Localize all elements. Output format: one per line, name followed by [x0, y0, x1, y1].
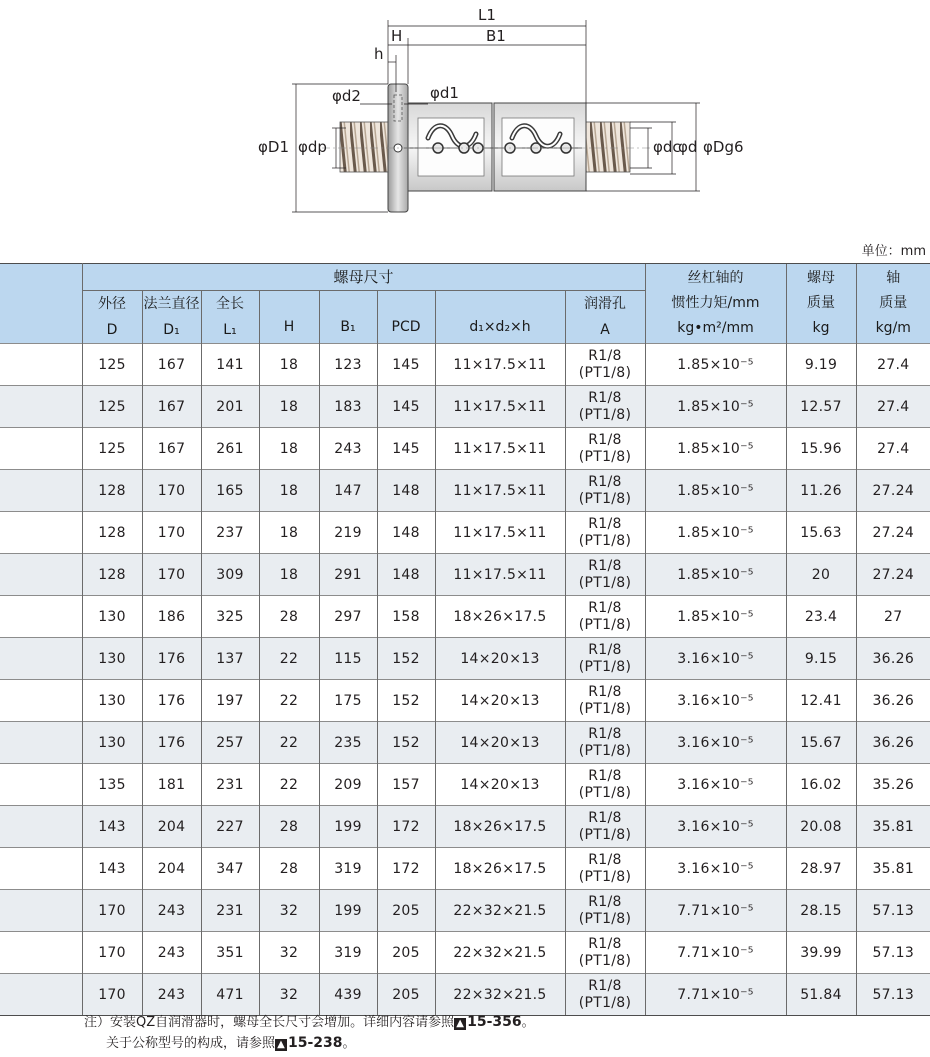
cell-lube-hole: R1/8 (PT1/8): [565, 764, 645, 806]
cell-shaft-mass: 57.13: [856, 890, 930, 932]
cell-d1: 204: [142, 806, 201, 848]
cell-l1: 231: [201, 890, 259, 932]
cell-b1: 183: [319, 386, 377, 428]
cell-pcd: 158: [377, 596, 435, 638]
cell-inertia: 3.16×10⁻⁵: [645, 722, 786, 764]
cell-b1: 243: [319, 428, 377, 470]
header-A-top: 润滑孔: [565, 291, 645, 318]
dim-h: h: [374, 45, 384, 63]
note-line-2: 关于公称型号的构成，请参照 ▲ 15-238。: [106, 1035, 356, 1051]
cell-b1: 319: [319, 848, 377, 890]
cell-lube-hole: R1/8 (PT1/8): [565, 722, 645, 764]
dim-H: H: [391, 27, 403, 45]
cell-shaft-mass: 35.81: [856, 806, 930, 848]
header-D-top: 外径: [82, 291, 142, 318]
cell-nut-mass: 20.08: [786, 806, 856, 848]
cell-lube-hole: R1/8 (PT1/8): [565, 806, 645, 848]
cell-d1: 176: [142, 638, 201, 680]
row-side-cell: [0, 764, 82, 806]
cell-l1: 237: [201, 512, 259, 554]
cell-b1: 147: [319, 470, 377, 512]
header-L1: L₁: [201, 317, 259, 344]
cell-d: 130: [82, 596, 142, 638]
cell-l1: 261: [201, 428, 259, 470]
cell-l1: 197: [201, 680, 259, 722]
cell-inertia: 1.85×10⁻⁵: [645, 554, 786, 596]
cell-dims: 11×17.5×11: [435, 428, 565, 470]
cell-l1: 141: [201, 344, 259, 386]
table-row: [0, 596, 930, 638]
cell-pcd: 148: [377, 554, 435, 596]
cell-lube-hole: R1/8 (PT1/8): [565, 848, 645, 890]
cell-nut-mass: 12.57: [786, 386, 856, 428]
cell-lube-hole: R1/8 (PT1/8): [565, 554, 645, 596]
cell-nut-mass: 9.19: [786, 344, 856, 386]
cell-d: 128: [82, 470, 142, 512]
dim-dc: φdc: [653, 138, 681, 156]
cell-nut-mass: 51.84: [786, 974, 856, 1016]
cell-d1: 204: [142, 848, 201, 890]
cell-l1: 471: [201, 974, 259, 1016]
cell-inertia: 1.85×10⁻⁵: [645, 512, 786, 554]
cell-pcd: 205: [377, 932, 435, 974]
cell-lube-hole: R1/8 (PT1/8): [565, 512, 645, 554]
cell-nut-mass: 23.4: [786, 596, 856, 638]
cell-h: 32: [259, 974, 319, 1016]
unit-label: 单位：mm: [861, 244, 926, 259]
group-header-nut-dimensions: 螺母尺寸: [82, 264, 645, 291]
cell-nut-mass: 28.97: [786, 848, 856, 890]
cell-lube-hole: R1/8 (PT1/8): [565, 596, 645, 638]
cell-shaft-mass: 57.13: [856, 932, 930, 974]
dim-D1: φD1: [258, 138, 289, 156]
table-row: [0, 344, 930, 386]
cell-inertia: 7.71×10⁻⁵: [645, 974, 786, 1016]
table-row: [0, 722, 930, 764]
cell-lube-hole: R1/8 (PT1/8): [565, 974, 645, 1016]
table-row: [0, 638, 930, 680]
cell-nut-mass: 12.41: [786, 680, 856, 722]
cell-d1: 167: [142, 428, 201, 470]
dim-B1: B1: [486, 27, 506, 45]
cell-d: 128: [82, 512, 142, 554]
cell-pcd: 172: [377, 806, 435, 848]
cell-b1: 209: [319, 764, 377, 806]
cell-d: 130: [82, 638, 142, 680]
cell-shaft-mass: 36.26: [856, 722, 930, 764]
cell-dims: 18×26×17.5: [435, 848, 565, 890]
cell-dims: 22×32×21.5: [435, 932, 565, 974]
cell-nut-mass: 28.15: [786, 890, 856, 932]
cell-b1: 291: [319, 554, 377, 596]
cell-shaft-mass: 27.24: [856, 554, 930, 596]
side-header: [0, 264, 82, 344]
cell-h: 22: [259, 722, 319, 764]
row-side-cell: [0, 554, 82, 596]
cell-dims: 14×20×13: [435, 764, 565, 806]
cell-l1: 309: [201, 554, 259, 596]
cell-d1: 167: [142, 386, 201, 428]
cell-dims: 18×26×17.5: [435, 806, 565, 848]
cell-d1: 176: [142, 722, 201, 764]
row-side-cell: [0, 512, 82, 554]
row-side-cell: [0, 890, 82, 932]
cell-shaft-mass: 27.24: [856, 512, 930, 554]
cell-d: 143: [82, 806, 142, 848]
header-PCD: PCD: [377, 291, 435, 344]
header-inertia: 丝杠轴的 惯性力矩/mm kg•m²/mm: [645, 264, 786, 344]
cell-pcd: 148: [377, 470, 435, 512]
row-side-cell: [0, 974, 82, 1016]
header-B1: B₁: [319, 291, 377, 344]
header-H: H: [259, 291, 319, 344]
dim-L1: L1: [478, 6, 496, 24]
cell-nut-mass: 11.26: [786, 470, 856, 512]
table-row: [0, 680, 930, 722]
cell-shaft-mass: 35.81: [856, 848, 930, 890]
cell-shaft-mass: 27.4: [856, 344, 930, 386]
cell-lube-hole: R1/8 (PT1/8): [565, 428, 645, 470]
cell-d1: 243: [142, 890, 201, 932]
cell-d: 125: [82, 344, 142, 386]
page-ref-link[interactable]: 15-238: [288, 1035, 343, 1051]
table-row: [0, 890, 930, 932]
cell-dims: 18×26×17.5: [435, 596, 565, 638]
cell-nut-mass: 39.99: [786, 932, 856, 974]
row-side-cell: [0, 596, 82, 638]
cell-d: 143: [82, 848, 142, 890]
dim-dp: φdp: [298, 138, 327, 156]
cell-inertia: 1.85×10⁻⁵: [645, 386, 786, 428]
cell-dims: 11×17.5×11: [435, 512, 565, 554]
cell-h: 32: [259, 932, 319, 974]
cell-nut-mass: 16.02: [786, 764, 856, 806]
cell-dims: 11×17.5×11: [435, 470, 565, 512]
cell-pcd: 152: [377, 638, 435, 680]
cell-b1: 319: [319, 932, 377, 974]
cell-d1: 167: [142, 344, 201, 386]
note-line-1: 注）安装QZ自润滑器时，螺母全长尺寸会增加。详细内容请参照 ▲ 15-356。: [84, 1014, 535, 1030]
cell-h: 32: [259, 890, 319, 932]
cell-inertia: 3.16×10⁻⁵: [645, 764, 786, 806]
cell-shaft-mass: 27.4: [856, 428, 930, 470]
screw-shaft-right: [586, 122, 630, 172]
cell-d1: 176: [142, 680, 201, 722]
cell-h: 22: [259, 638, 319, 680]
cell-d1: 170: [142, 554, 201, 596]
cell-shaft-mass: 35.26: [856, 764, 930, 806]
cell-l1: 347: [201, 848, 259, 890]
cell-d1: 243: [142, 932, 201, 974]
dim-d: φd: [678, 138, 698, 156]
cell-d1: 243: [142, 974, 201, 1016]
cell-dims: 22×32×21.5: [435, 974, 565, 1016]
cell-d: 170: [82, 932, 142, 974]
table-row: [0, 554, 930, 596]
cell-l1: 201: [201, 386, 259, 428]
cell-h: 18: [259, 386, 319, 428]
cell-dims: 14×20×13: [435, 722, 565, 764]
cell-l1: 165: [201, 470, 259, 512]
cell-d: 170: [82, 890, 142, 932]
cell-pcd: 145: [377, 428, 435, 470]
table-row: [0, 428, 930, 470]
cell-b1: 199: [319, 806, 377, 848]
cell-nut-mass: 15.67: [786, 722, 856, 764]
cell-d1: 186: [142, 596, 201, 638]
row-side-cell: [0, 386, 82, 428]
header-D1-top: 法兰直径: [142, 291, 201, 318]
cell-shaft-mass: 36.26: [856, 680, 930, 722]
cell-lube-hole: R1/8 (PT1/8): [565, 386, 645, 428]
header-nut-mass: 螺母 质量 kg: [786, 264, 856, 344]
table-row: [0, 806, 930, 848]
row-side-cell: [0, 470, 82, 512]
cell-nut-mass: 15.96: [786, 428, 856, 470]
cell-inertia: 7.71×10⁻⁵: [645, 890, 786, 932]
table-row: [0, 848, 930, 890]
ball-screw-nut-drawing: [0, 0, 930, 240]
cell-lube-hole: R1/8 (PT1/8): [565, 932, 645, 974]
header-D: D: [82, 317, 142, 344]
table-row: [0, 764, 930, 806]
table-row: [0, 974, 930, 1016]
cell-h: 28: [259, 848, 319, 890]
table-row: [0, 512, 930, 554]
cell-d: 135: [82, 764, 142, 806]
cell-pcd: 157: [377, 764, 435, 806]
cell-b1: 115: [319, 638, 377, 680]
cell-inertia: 1.85×10⁻⁵: [645, 596, 786, 638]
page-ref-link[interactable]: 15-356: [467, 1014, 522, 1030]
header-d1d2h: d₁×d₂×h: [435, 291, 565, 344]
spec-table: [0, 263, 930, 1016]
cell-lube-hole: R1/8 (PT1/8): [565, 638, 645, 680]
header-A: A: [565, 317, 645, 344]
cell-inertia: 1.85×10⁻⁵: [645, 470, 786, 512]
cell-l1: 231: [201, 764, 259, 806]
cell-shaft-mass: 27: [856, 596, 930, 638]
cell-b1: 199: [319, 890, 377, 932]
dim-d1: φd1: [430, 84, 459, 102]
cell-h: 18: [259, 428, 319, 470]
row-side-cell: [0, 722, 82, 764]
cell-dims: 14×20×13: [435, 638, 565, 680]
cell-inertia: 7.71×10⁻⁵: [645, 932, 786, 974]
cell-l1: 137: [201, 638, 259, 680]
cell-dims: 14×20×13: [435, 680, 565, 722]
cell-lube-hole: R1/8 (PT1/8): [565, 344, 645, 386]
cell-inertia: 3.16×10⁻⁵: [645, 806, 786, 848]
cell-h: 18: [259, 554, 319, 596]
cell-inertia: 1.85×10⁻⁵: [645, 428, 786, 470]
cell-l1: 351: [201, 932, 259, 974]
cell-h: 28: [259, 806, 319, 848]
cell-h: 18: [259, 344, 319, 386]
header-shaft-mass: 轴 质量 kg/m: [856, 264, 930, 344]
cell-pcd: 152: [377, 722, 435, 764]
cell-lube-hole: R1/8 (PT1/8): [565, 470, 645, 512]
cell-dims: 11×17.5×11: [435, 554, 565, 596]
table-row: [0, 470, 930, 512]
cell-inertia: 1.85×10⁻⁵: [645, 344, 786, 386]
cell-d1: 181: [142, 764, 201, 806]
row-side-cell: [0, 638, 82, 680]
cell-lube-hole: R1/8 (PT1/8): [565, 890, 645, 932]
cell-pcd: 172: [377, 848, 435, 890]
row-side-cell: [0, 848, 82, 890]
page-ref-icon: ▲: [454, 1018, 466, 1030]
cell-b1: 219: [319, 512, 377, 554]
cell-nut-mass: 15.63: [786, 512, 856, 554]
cell-d: 130: [82, 680, 142, 722]
cell-h: 28: [259, 596, 319, 638]
cell-pcd: 205: [377, 974, 435, 1016]
cell-d: 125: [82, 386, 142, 428]
cell-dims: 11×17.5×11: [435, 344, 565, 386]
cell-b1: 175: [319, 680, 377, 722]
cell-d: 170: [82, 974, 142, 1016]
cell-b1: 123: [319, 344, 377, 386]
row-side-cell: [0, 806, 82, 848]
cell-lube-hole: R1/8 (PT1/8): [565, 680, 645, 722]
cell-d: 125: [82, 428, 142, 470]
header-L1-top: 全长: [201, 291, 259, 318]
cell-pcd: 145: [377, 386, 435, 428]
cell-d1: 170: [142, 512, 201, 554]
cell-h: 18: [259, 470, 319, 512]
cell-shaft-mass: 27.24: [856, 470, 930, 512]
cell-pcd: 152: [377, 680, 435, 722]
cell-h: 22: [259, 680, 319, 722]
screw-shaft-left: [340, 122, 388, 172]
table-row: [0, 932, 930, 974]
cell-shaft-mass: 36.26: [856, 638, 930, 680]
cell-inertia: 3.16×10⁻⁵: [645, 848, 786, 890]
dim-Dg6: φDg6: [703, 138, 744, 156]
cell-pcd: 145: [377, 344, 435, 386]
row-side-cell: [0, 344, 82, 386]
cell-b1: 235: [319, 722, 377, 764]
cell-d1: 170: [142, 470, 201, 512]
row-side-cell: [0, 680, 82, 722]
cell-d: 128: [82, 554, 142, 596]
cell-shaft-mass: 57.13: [856, 974, 930, 1016]
dim-d2: φd2: [332, 87, 361, 105]
row-side-cell: [0, 932, 82, 974]
cell-b1: 439: [319, 974, 377, 1016]
cell-dims: 11×17.5×11: [435, 386, 565, 428]
cell-l1: 227: [201, 806, 259, 848]
row-side-cell: [0, 428, 82, 470]
cell-d: 130: [82, 722, 142, 764]
cell-nut-mass: 20: [786, 554, 856, 596]
header-D1: D₁: [142, 317, 201, 344]
cell-b1: 297: [319, 596, 377, 638]
page-ref-icon: ▲: [275, 1039, 287, 1051]
cell-inertia: 3.16×10⁻⁵: [645, 638, 786, 680]
cell-h: 18: [259, 512, 319, 554]
table-row: [0, 386, 930, 428]
cell-inertia: 3.16×10⁻⁵: [645, 680, 786, 722]
cell-dims: 22×32×21.5: [435, 890, 565, 932]
cell-l1: 257: [201, 722, 259, 764]
cell-h: 22: [259, 764, 319, 806]
notes: [84, 1012, 535, 1054]
cell-pcd: 205: [377, 890, 435, 932]
cell-shaft-mass: 27.4: [856, 386, 930, 428]
cell-pcd: 148: [377, 512, 435, 554]
cell-nut-mass: 9.15: [786, 638, 856, 680]
cell-l1: 325: [201, 596, 259, 638]
